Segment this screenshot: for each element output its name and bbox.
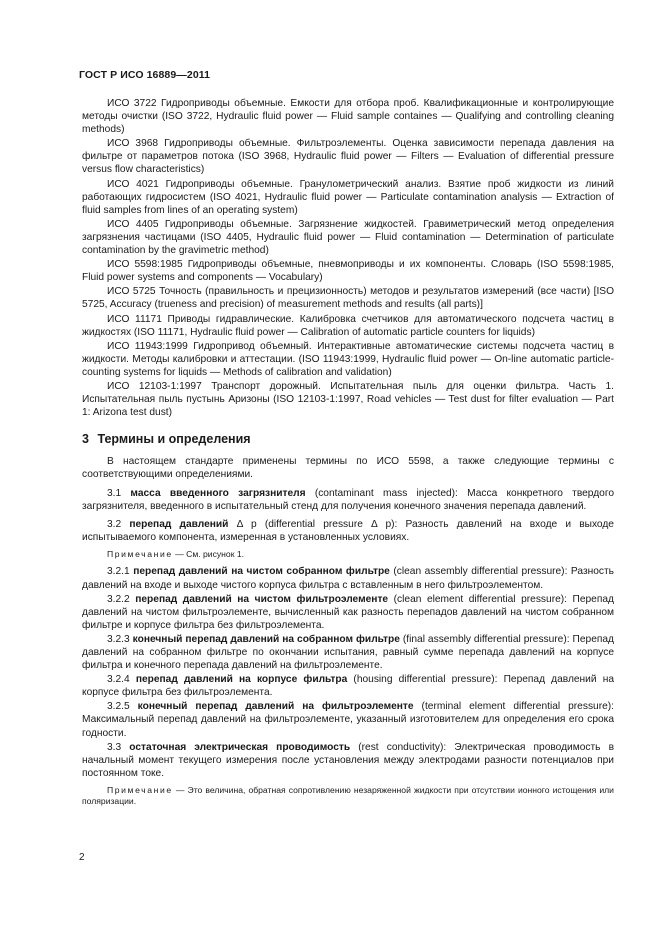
term-3-2-2 [82,593,614,632]
term-name: перепад давлений на чистом собранном фильтре [133,566,390,578]
reference-iso-4021: ИСО 4021 Гидроприводы объемные. Гранулометрический анализ. Взятие проб жидкости из линий работающих гидросистем (ISO 4021, Hydraulic fluid power — Particulate contamination analysis — Extraction of fluid samples from lines of an operating system) [82,178,614,216]
note-rest-conductivity [82,785,614,808]
term-3-2-5 [82,700,614,739]
term-number: 3.2.3 [107,633,130,645]
term-name: перепад давлений [129,518,229,530]
term-3-1 [82,487,614,513]
document-body [82,97,614,809]
note-label: Примечание [107,548,173,559]
term-name: перепад давлений на корпусе фильтра [135,674,348,686]
note-text: — Это величина, обратная сопротивлению незаряженной жидкости при отсутствии ионного истощения или поляризации. [82,784,614,807]
section-intro: В настоящем стандарте применены термины по ИСО 5598, а также следующие термины с соответствующими определениями. [82,456,614,481]
term-definition: (housing differential pressure): Перепад давлений на корпусе фильтра без фильтроэлемента. [82,674,614,699]
reference-iso-11171: ИСО 11171 Приводы гидравлические. Калибровка счетчиков для автоматического подсчета частиц в жидкостях (ISO 11171, Hydraulic fluid power — Calibration of automatic particle counters for liquids) [82,313,614,338]
note-text: — См. рисунок 1. [172,548,245,559]
page-number: 2 [79,852,85,863]
term-number: 3.2.1 [107,566,130,578]
reference-iso-3968: ИСО 3968 Гидроприводы объемные. Фильтроэлементы. Оценка зависимости перепада давления на фильтре от параметров потока (ISO 3968, Hydraulic fluid power — Filters — Evaluation of differential pressure versus flow characteristics) [82,138,614,176]
reference-iso-5725: ИСО 5725 Точность (правильность и прецизионность) методов и результатов измерений (все части) [ISO 5725, Accuracy (trueness and precision) of measurement methods and results (all parts)] [82,286,614,311]
reference-iso-5598: ИСО 5598:1985 Гидроприводы объемные, пневмоприводы и их компоненты. Словарь (ISO 5598:1985, Fluid power systems and components — Vocabulary) [82,259,614,284]
term-definition: (contaminant mass injected): Масса конкретного твердого загрязнителя, введенного в испытательный стенд для получения конечного значения перепада давлений. [82,487,614,512]
term-3-2-3 [82,633,614,672]
section-number: 3 [82,432,89,447]
term-number: 3.2.4 [107,674,130,686]
term-3-2-4 [82,673,614,699]
term-definition: (terminal element differential pressure): Максимальный перепад давлений на фильтроэлементе, указанный изготовителем для определения его срока годности. [82,701,614,739]
term-number: 3.1 [107,487,122,499]
term-name: остаточная электрическая проводимость [129,741,351,753]
term-definition: (clean assembly differential pressure): Разность давлений на входе и выходе чистого корпуса фильтра с вставленным в него фильтроэлементом. [82,566,614,591]
section-heading [82,433,614,446]
section-title: Термины и определения [97,432,251,447]
term-name: масса введенного загрязнителя [130,487,306,499]
note-label: Примечание [107,784,173,795]
reference-iso-3722: ИСО 3722 Гидроприводы объемные. Емкости для отбора проб. Квалификационные и контролирующие методы очистки (ISO 3722, Hydraulic fluid power — Fluid sample containes — Qualifying and controlling cleaning methods) [82,98,614,136]
term-name: конечный перепад давлений на собранном фильтре [132,633,400,645]
reference-iso-12103: ИСО 12103-1:1997 Транспорт дорожный. Испытательная пыль для оценки фильтра. Часть 1. Испытательная пыль пустынь Аризоны (ISO 12103-1:1997, Road vehicles — Test dust for filter evaluation — Part 1: Arizona test dust) [82,380,614,419]
term-number: 3.2 [107,518,122,530]
term-3-3 [82,741,614,780]
reference-iso-11943: ИСО 11943:1999 Гидропривод объемный. Интерактивные автоматические системы подсчета частиц в жидкости. Методы калибровки и аттестации. (ISO 11943:1999, Hydraulic fluid power — On-line automatic particle-counting systems for liquids — Methods of calibration and validation) [82,340,614,378]
term-name: перепад давлений на чистом фильтроэлементе [135,593,389,605]
note-figure-1 [82,549,614,561]
term-3-2 [82,518,614,544]
term-definition: (rest conductivity): Электрическая проводимость в начальный момент текущего измерения после установления между электродами разности потенциалов при постоянном токе. [82,741,614,779]
document-header: ГОСТ Р ИСО 16889—2011 [79,69,211,81]
term-3-2-1 [82,565,614,591]
term-name: конечный перепад давлений на фильтроэлементе [137,701,414,713]
term-number: 3.2.2 [107,593,130,605]
term-definition: Δ p (differential pressure Δ p): Разность давлений на входе и выходе испытываемого компонента, измеренная в установленных условиях. [82,518,614,543]
term-definition: (final assembly differential pressure): Перепад давлений на собранном фильтре по окончании испытания, равный сумме перепада давлений на корпусе фильтра и конечного перепада давлений на фильтроэлементе. [82,633,614,672]
reference-iso-4405: ИСО 4405 Гидроприводы объемные. Загрязнение жидкостей. Гравиметрический метод определения загрязнения частицами (ISO 4405, Hydraulic fluid power — Fluid contamination — Determination of particulate contamination by the gravimetric method) [82,218,614,257]
term-number: 3.3 [107,741,122,753]
term-definition: (clean element differential pressure): Перепад давлений на чистом фильтроэлементе, вычисленный как разность перепадов давлений на чистом собранном фильтре и корпусе фильтра без фильтроэлемента. [82,593,614,631]
term-number: 3.2.5 [107,701,130,713]
